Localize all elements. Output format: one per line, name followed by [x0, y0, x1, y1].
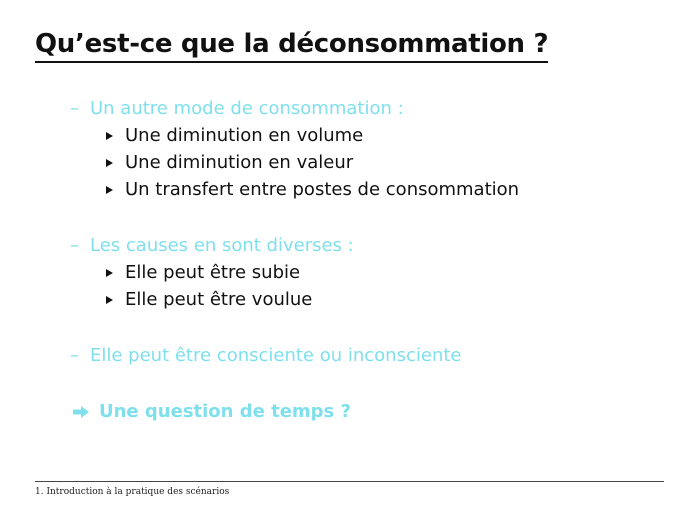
section-causes [70, 232, 354, 313]
conclusion-line [72, 398, 351, 425]
section-awareness [70, 342, 461, 369]
triangle-right-icon [106, 269, 113, 277]
footer-divider [35, 481, 664, 482]
triangle-right-icon [106, 159, 113, 167]
section-heading [70, 95, 519, 122]
section-heading-text: Les causes en sont diverses : [90, 235, 354, 256]
footer-caption: 1. Introduction à la pratique des scénarios [35, 487, 230, 497]
dash-bullet: – [70, 98, 79, 119]
slide-title: Qu’est-ce que la déconsommation ? [35, 28, 548, 63]
list-item-text: Elle peut être subie [125, 262, 301, 283]
list-item-text: Un transfert entre postes de consommation [125, 179, 520, 200]
section-heading [70, 342, 461, 369]
list-item-text: Une diminution en valeur [125, 152, 354, 173]
list-item [106, 286, 354, 313]
triangle-right-icon [106, 132, 113, 140]
list-item [106, 122, 519, 149]
dash-bullet: – [70, 345, 79, 366]
section-consumption-mode [70, 95, 519, 203]
section-heading-text: Un autre mode de consommation : [90, 98, 404, 119]
list-item [106, 259, 354, 286]
list-item-text: Une diminution en volume [125, 125, 364, 146]
conclusion-text: Une question de temps ? [99, 401, 351, 422]
triangle-right-icon [106, 296, 113, 304]
list-item [106, 149, 519, 176]
list-item [106, 176, 519, 203]
sub-list [70, 259, 354, 313]
sub-list [70, 122, 519, 203]
dash-bullet: – [70, 235, 79, 256]
arrow-right-icon [72, 405, 90, 419]
section-heading-text: Elle peut être consciente ou inconsciente [90, 345, 462, 366]
section-heading [70, 232, 354, 259]
list-item-text: Elle peut être voulue [125, 289, 313, 310]
triangle-right-icon [106, 186, 113, 194]
